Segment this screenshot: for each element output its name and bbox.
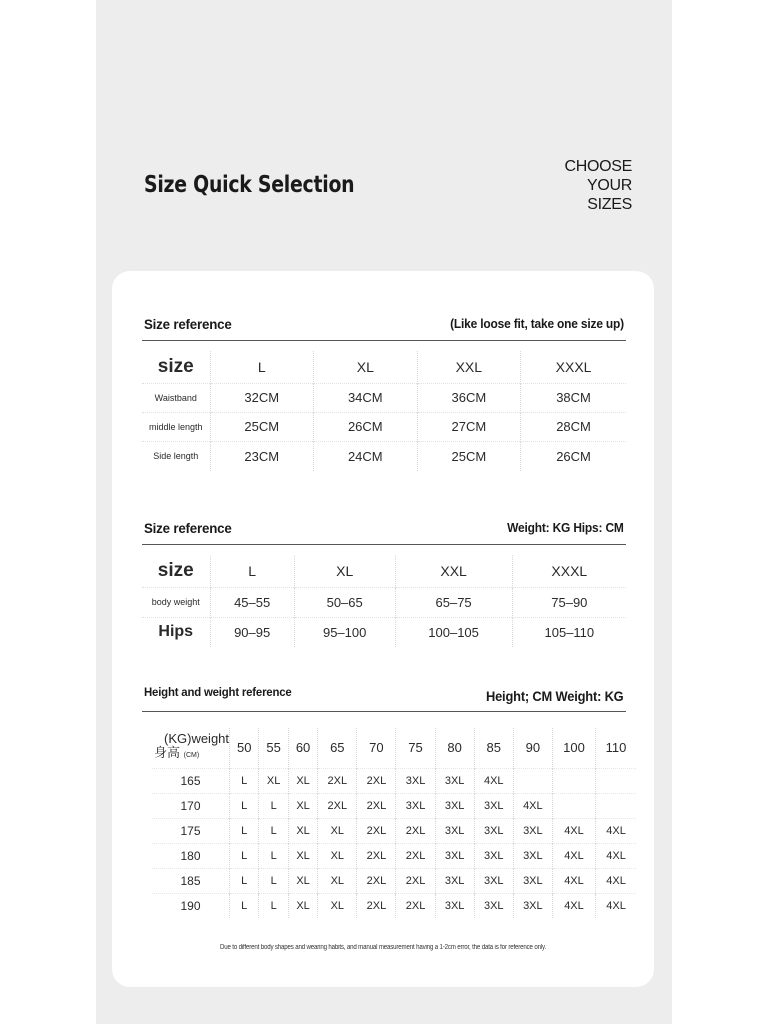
- table-cell: [552, 793, 595, 818]
- size-column-header: XXL: [395, 555, 512, 587]
- height-label: 185: [152, 868, 230, 893]
- row-label: body weight: [142, 587, 210, 617]
- table-cell: 4XL: [552, 843, 595, 868]
- table-cell: L: [230, 868, 259, 893]
- weight-header-row: [152, 728, 636, 768]
- size-chart-card: [112, 271, 654, 987]
- table-cell: 4XL: [513, 793, 552, 818]
- table-row: [152, 843, 636, 868]
- table-cell: 25CM: [417, 441, 521, 471]
- row-label: Waistband: [142, 383, 210, 412]
- height-label: 180: [152, 843, 230, 868]
- table-cell: 2XL: [318, 793, 357, 818]
- table-cell: XL: [318, 893, 357, 918]
- table-cell: 26CM: [521, 441, 626, 471]
- table-row: [152, 793, 636, 818]
- table-cell: 4XL: [552, 818, 595, 843]
- table-cell: [596, 768, 636, 793]
- table-cell: 4XL: [596, 868, 636, 893]
- table-cell: 3XL: [435, 843, 474, 868]
- table-row: [152, 893, 636, 918]
- table-cell: XL: [288, 893, 317, 918]
- body-size-table: [142, 555, 626, 647]
- table-cell: 3XL: [474, 868, 513, 893]
- section1-header: [142, 301, 626, 341]
- table-cell: 2XL: [357, 768, 396, 793]
- height-label: 170: [152, 793, 230, 818]
- tagline-line: YOUR: [586, 177, 632, 194]
- table-cell: 25CM: [210, 412, 314, 441]
- tagline-line: CHOOSE: [564, 158, 632, 175]
- table-cell: 36CM: [417, 383, 521, 412]
- table-cell: 2XL: [396, 893, 435, 918]
- corner-height-text: 身高: [154, 745, 181, 761]
- table-cell: 3XL: [474, 843, 513, 868]
- table-cell: 4XL: [552, 893, 595, 918]
- table-cell: L: [259, 893, 288, 918]
- table-cell: 3XL: [396, 768, 435, 793]
- table-cell: 3XL: [435, 893, 474, 918]
- size-column-header: XXXL: [521, 351, 626, 383]
- table-cell: 2XL: [357, 793, 396, 818]
- table-cell: 3XL: [513, 843, 552, 868]
- weight-column-header: 85: [474, 728, 513, 768]
- table-cell: L: [230, 893, 259, 918]
- table-cell: XL: [288, 818, 317, 843]
- table-cell: 4XL: [596, 843, 636, 868]
- weight-column-header: 80: [435, 728, 474, 768]
- table-cell: 23CM: [210, 441, 314, 471]
- table-cell: 65–75: [395, 587, 512, 617]
- weight-column-header: 65: [318, 728, 357, 768]
- table-cell: L: [230, 793, 259, 818]
- size-column-header: L: [210, 351, 314, 383]
- section1-title: Size reference: [144, 316, 232, 332]
- table-cell: 3XL: [513, 893, 552, 918]
- table-cell: 2XL: [357, 893, 396, 918]
- size-corner-label: size: [157, 559, 194, 581]
- table-row: [142, 587, 626, 617]
- section2-header: [142, 505, 626, 545]
- table-row: [142, 412, 626, 441]
- table-cell: L: [259, 793, 288, 818]
- row-label: middle length: [142, 412, 210, 441]
- weight-column-header: 50: [230, 728, 259, 768]
- size-column-header: XXL: [417, 351, 521, 383]
- table-cell: 2XL: [357, 868, 396, 893]
- table-cell: [552, 768, 595, 793]
- table-row: [152, 818, 636, 843]
- table-cell: 2XL: [396, 818, 435, 843]
- table-cell: L: [259, 843, 288, 868]
- height-label: 190: [152, 893, 230, 918]
- table-cell: 2XL: [396, 843, 435, 868]
- table-cell: 2XL: [357, 818, 396, 843]
- table-row: [142, 383, 626, 412]
- table-cell: XL: [259, 768, 288, 793]
- table-cell: 2XL: [357, 843, 396, 868]
- tagline-line: SIZES: [587, 196, 632, 213]
- table-cell: 3XL: [435, 768, 474, 793]
- choose-your-sizes-tagline: [564, 157, 632, 214]
- corner-height-label: [154, 746, 229, 763]
- table-cell: 95–100: [294, 617, 395, 647]
- table-cell: 38CM: [521, 383, 626, 412]
- table-cell: 75–90: [512, 587, 626, 617]
- garment-size-table: [142, 351, 626, 471]
- table-cell: 4XL: [552, 868, 595, 893]
- size-column-header: XL: [294, 555, 395, 587]
- disclaimer-note: Due to different body shapes and wearing habits, and manual measurement having a 1-2cm error, the data is for reference only.: [219, 944, 547, 951]
- section2-title: Size reference: [144, 520, 232, 536]
- table-cell: 4XL: [596, 818, 636, 843]
- corner-unit-text: (CM): [183, 752, 200, 760]
- table-cell: 4XL: [596, 893, 636, 918]
- table-cell: [596, 793, 636, 818]
- height-weight-table: [152, 728, 636, 918]
- row-label: Side length: [142, 441, 210, 471]
- table-header-row: [142, 555, 626, 587]
- table-row: [152, 868, 636, 893]
- table-cell: 3XL: [474, 893, 513, 918]
- section3-title: Height and weight reference: [144, 685, 292, 699]
- height-label: 165: [152, 768, 230, 793]
- size-column-header: XXXL: [512, 555, 626, 587]
- table-cell: XL: [288, 843, 317, 868]
- weight-column-header: 55: [259, 728, 288, 768]
- weight-column-header: 70: [357, 728, 396, 768]
- table-cell: XL: [288, 868, 317, 893]
- table-cell: 3XL: [435, 868, 474, 893]
- table-cell: 4XL: [474, 768, 513, 793]
- table-cell: 90–95: [210, 617, 294, 647]
- section1-note: (Like loose fit, take one size up): [450, 316, 624, 331]
- weight-column-header: 90: [513, 728, 552, 768]
- table-cell: XL: [318, 843, 357, 868]
- table-cell: 3XL: [435, 818, 474, 843]
- table-cell: 3XL: [513, 868, 552, 893]
- table-cell: L: [230, 818, 259, 843]
- height-label: 175: [152, 818, 230, 843]
- table-cell: 34CM: [314, 383, 418, 412]
- section2-note: Weight: KG Hips: CM: [507, 520, 624, 535]
- table-cell: 28CM: [521, 412, 626, 441]
- weight-column-header: 110: [596, 728, 636, 768]
- table-cell: 3XL: [435, 793, 474, 818]
- row-label: Hips: [142, 617, 210, 647]
- table-cell: L: [230, 843, 259, 868]
- size-column-header: XL: [314, 351, 418, 383]
- table-cell: 2XL: [318, 768, 357, 793]
- table-cell: [513, 768, 552, 793]
- section3-header: [142, 672, 626, 712]
- table-cell: XL: [318, 868, 357, 893]
- table-cell: 32CM: [210, 383, 314, 412]
- table-cell: 3XL: [474, 793, 513, 818]
- table-row: [142, 441, 626, 471]
- table-cell: XL: [318, 818, 357, 843]
- table-cell: 3XL: [513, 818, 552, 843]
- table-cell: L: [259, 818, 288, 843]
- table-cell: 45–55: [210, 587, 294, 617]
- table-cell: 24CM: [314, 441, 418, 471]
- size-corner-label: size: [157, 355, 194, 377]
- weight-column-header: 75: [396, 728, 435, 768]
- height-weight-corner: [152, 728, 230, 768]
- size-column-header: L: [210, 555, 294, 587]
- table-cell: 100–105: [395, 617, 512, 647]
- table-cell: L: [230, 768, 259, 793]
- weight-column-header: 100: [552, 728, 595, 768]
- table-cell: 3XL: [474, 818, 513, 843]
- table-cell: 105–110: [512, 617, 626, 647]
- table-cell: XL: [288, 768, 317, 793]
- corner-weight-label: (KG)weight: [164, 731, 230, 747]
- table-header-row: [142, 351, 626, 383]
- table-cell: 3XL: [396, 793, 435, 818]
- table-cell: 50–65: [294, 587, 395, 617]
- table-cell: 27CM: [417, 412, 521, 441]
- table-cell: L: [259, 868, 288, 893]
- table-cell: 26CM: [314, 412, 418, 441]
- page-title: Size Quick Selection: [144, 172, 355, 198]
- table-row: [142, 617, 626, 647]
- table-row: [152, 768, 636, 793]
- table-cell: 2XL: [396, 868, 435, 893]
- table-cell: XL: [288, 793, 317, 818]
- section3-note: Height; CM Weight: KG: [486, 688, 624, 704]
- weight-column-header: 60: [288, 728, 317, 768]
